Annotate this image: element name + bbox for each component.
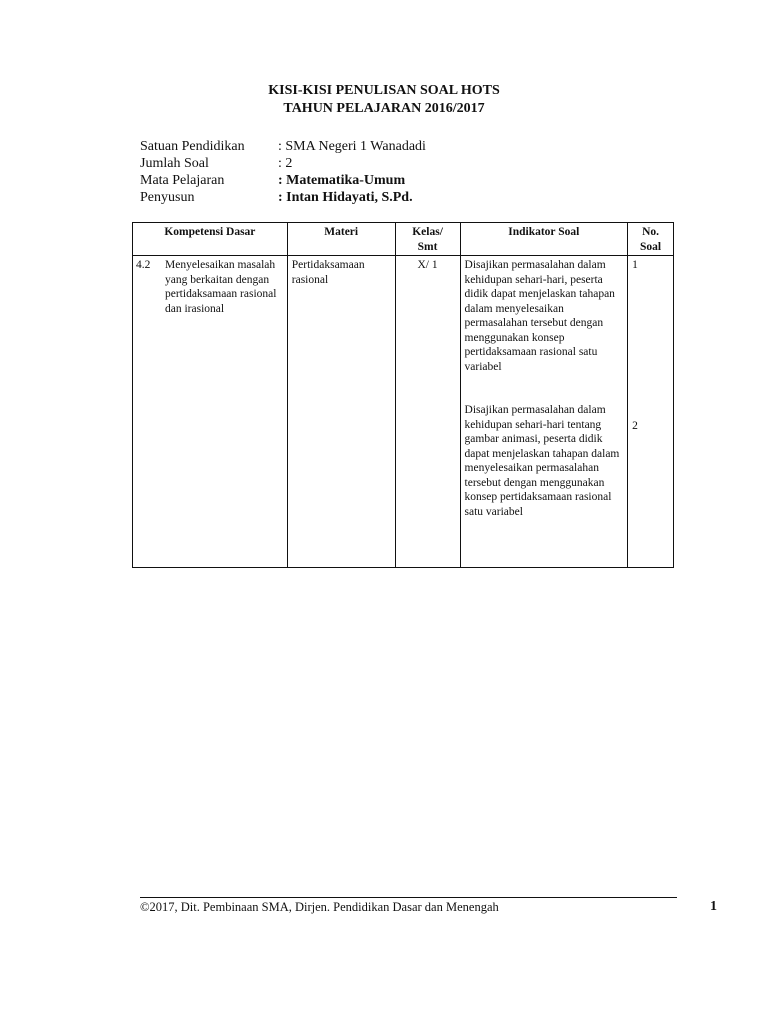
info-row-penyusun: [140, 189, 426, 206]
document-title: [0, 82, 768, 118]
header-kelas-smt-text: Kelas/ Smt: [412, 226, 443, 253]
indikator-2: Disajikan permasalahan dalam kehidupan sehari-hari tentang gambar animasi, peserta didik dapat menjelaskan tahapan dalam menyelesaikan permasalahan tersebut dengan menggunakan konsep pertidaksamaan rasional satu variabel: [464, 404, 620, 518]
kd-text: Menyelesaikan masalah yang berkaitan dengan pertidaksamaan rasional dan irasional: [165, 259, 277, 315]
info-label: Satuan Pendidikan: [140, 139, 245, 154]
title-line-1: KISI-KISI PENULISAN SOAL HOTS: [268, 83, 500, 98]
info-value: : 2: [278, 156, 293, 171]
table-row: [133, 256, 674, 568]
header-kompetensi-dasar: Kompetensi Dasar: [133, 223, 288, 256]
kd-number: 4.2: [136, 259, 151, 271]
cell-no-soal: [628, 256, 674, 568]
header-no-soal-text: No. Soal: [639, 226, 662, 253]
info-row-satuan: [140, 138, 426, 155]
cell-kompetensi-dasar: [133, 256, 288, 568]
header-kelas-smt: [395, 223, 460, 256]
info-value: : SMA Negeri 1 Wanadadi: [278, 139, 426, 154]
no-soal-2: 2: [632, 419, 638, 432]
info-label: Mata Pelajaran: [140, 173, 225, 188]
kisi-kisi-table: [132, 222, 674, 568]
materi-text: Pertidaksamaan rasional: [291, 259, 365, 286]
page-number: 1: [710, 899, 717, 914]
info-row-mapel: [140, 172, 426, 189]
info-label: Penyusun: [140, 190, 195, 205]
header-indikator-soal: Indikator Soal: [460, 223, 628, 256]
info-value: : Matematika-Umum: [278, 173, 406, 188]
indikator-1: Disajikan permasalahan dalam kehidupan sehari-hari, peserta didik dapat menjelaskan tahapan dalam menyelesaikan permasalahan tersebut dengan menggunakan konsep pertidaksamaan rasional satu variabel: [464, 259, 615, 373]
footer-divider: [140, 897, 677, 898]
header-no-soal: [628, 223, 674, 256]
info-row-jumlah: [140, 155, 426, 172]
cell-kelas: [395, 256, 460, 568]
no-soal-1: 1: [632, 259, 638, 271]
document-info: [140, 138, 426, 206]
cell-indikator: [460, 256, 628, 568]
kelas-text: X/ 1: [417, 259, 438, 271]
info-value: : Intan Hidayati, S.Pd.: [278, 190, 413, 205]
footer-copyright: ©2017, Dit. Pembinaan SMA, Dirjen. Pendidikan Dasar dan Menengah: [140, 900, 499, 914]
info-label: Jumlah Soal: [140, 156, 209, 171]
header-materi: Materi: [287, 223, 395, 256]
title-line-2: TAHUN PELAJARAN 2016/2017: [283, 101, 485, 116]
table-header-row: [133, 223, 674, 256]
cell-materi: [287, 256, 395, 568]
